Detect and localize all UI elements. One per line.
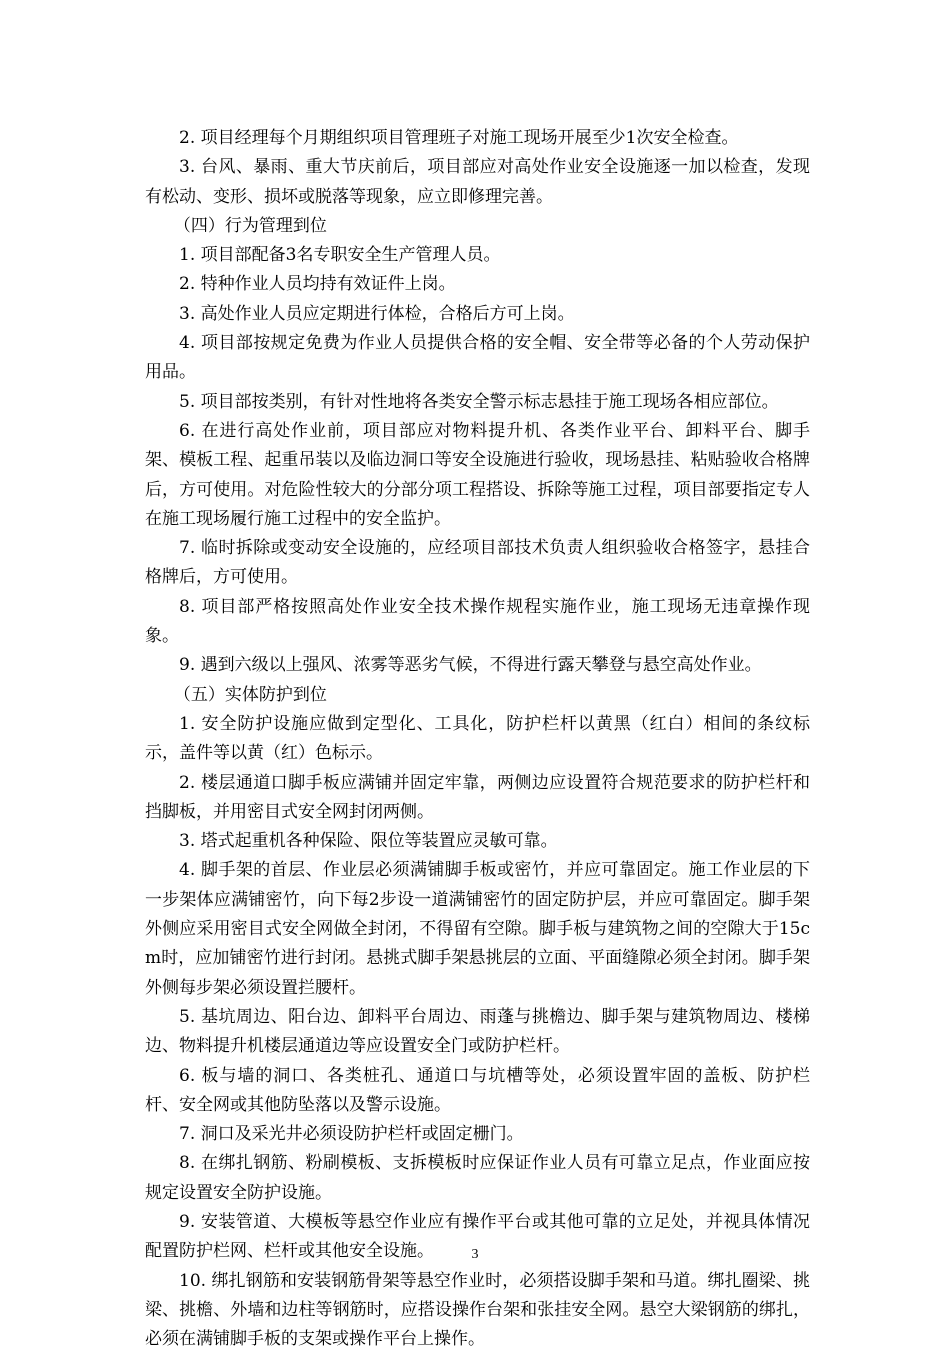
paragraph: 6. 在进行高处作业前，项目部应对物料提升机、各类作业平台、卸料平台、脚手架、模板工程、起重吊装以及临边洞口等安全设施进行验收，现场悬挂、粘贴验收合格牌后，方可使用。对危险性较大的分部分项工程搭设、拆除等施工过程，项目部要指定专人在施工现场履行施工过程中的安全监护。 (145, 420, 810, 529)
paragraph: 2. 楼层通道口脚手板应满铺并固定牢靠，两侧边应设置符合规范要求的防护栏杆和挡脚板，并用密目式安全网封闭两侧。 (145, 772, 810, 822)
paragraph: 3. 高处作业人员应定期进行体检，合格后方可上岗。 (179, 303, 575, 324)
body-text (145, 124, 810, 1354)
paragraph: 2. 项目经理每个月期组织项目管理班子对施工现场开展至少1次安全检查。 (179, 128, 739, 148)
paragraph: 7. 洞口及采光井必须设防护栏杆或固定栅门。 (179, 1124, 524, 1145)
paragraph: 6. 板与墙的洞口、各类桩孔、通道口与坑槽等处，必须设置牢固的盖板、防护栏杆、安全网或其他防坠落以及警示设施。 (145, 1065, 810, 1115)
paragraph: 3. 台风、暴雨、重大节庆前后，项目部应对高处作业安全设施逐一加以检查，发现有松动、变形、损坏或脱落等现象，应立即修理完善。 (145, 157, 810, 207)
paragraph: 9. 安装管道、大模板等悬空作业应有操作平台或其他可靠的立足处，并视具体情况配置防护栏网、栏杆或其他安全设施。 (145, 1211, 810, 1262)
paragraph: 10. 绑扎钢筋和安装钢筋骨架等悬空作业时，必须搭设脚手架和马道。绑扎圈梁、挑梁、挑檐、外墙和边柱等钢筋时，应搭设操作台架和张挂安全网。悬空大梁钢筋的绑扎，必须在满铺脚手板的支架或操作平台上操作。 (145, 1270, 810, 1350)
paragraph: 1. 项目部配备3名专职安全生产管理人员。 (179, 245, 501, 266)
paragraph: 7. 临时拆除或变动安全设施的，应经项目部技术负责人组织验收合格签字，悬挂合格牌后，方可使用。 (145, 538, 810, 588)
page-number: 3 (471, 1247, 479, 1262)
paragraph: 4. 项目部按规定免费为作业人员提供合格的安全帽、安全带等必备的个人劳动保护用品。 (145, 333, 810, 383)
paragraph: 5. 基坑周边、阳台边、卸料平台周边、雨蓬与挑檐边、脚手架与建筑物周边、楼梯边、物料提升机楼层通道边等应设置安全门或防护栏杆。 (145, 1006, 810, 1057)
paragraph: 8. 项目部严格按照高处作业安全技术操作规程实施作业，施工现场无违章操作现象。 (145, 596, 810, 647)
paragraph: 1. 安全防护设施应做到定型化、工具化，防护栏杆以黄黑（红白）相间的条纹标示，盖件等以黄（红）色标示。 (145, 713, 810, 764)
paragraph: 4. 脚手架的首层、作业层必须满铺脚手板或密竹，并应可靠固定。施工作业层的下一步架体应满铺密竹，向下每2步设一道满铺密竹的固定防护层，并应可靠固定。脚手架外侧应采用密目式安全网做全封闭，不得留有空隙。脚手板与建筑物之间的空隙大于15cm时，应加铺密竹进行封闭。悬挑式脚手架悬挑层的立面、平面缝隙必须全封闭。脚手架外侧每步架必须设置拦腰杆。 (145, 860, 810, 998)
section-heading: （五）实体防护到位 (173, 684, 327, 705)
paragraph: 8. 在绑扎钢筋、粉刷模板、支拆模板时应保证作业人员有可靠立足点，作业面应按规定设置安全防护设施。 (145, 1153, 810, 1203)
paragraph: 2. 特种作业人员均持有效证件上岗。 (179, 274, 456, 295)
section-heading: （四）行为管理到位 (173, 215, 327, 236)
paragraph: 3. 塔式起重机各种保险、限位等装置应灵敏可靠。 (179, 831, 558, 852)
paragraph: 5. 项目部按类别，有针对性地将各类安全警示标志悬挂于施工现场各相应部位。 (179, 391, 779, 412)
paragraph: 9. 遇到六级以上强风、浓雾等恶劣气候，不得进行露天攀登与悬空高处作业。 (179, 655, 762, 676)
